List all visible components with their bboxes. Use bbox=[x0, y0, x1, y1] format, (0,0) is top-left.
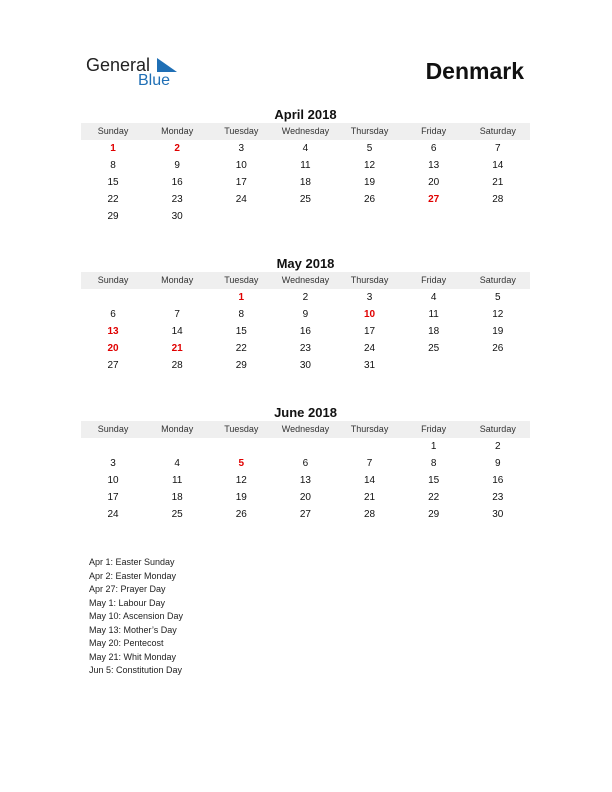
day-cell: 31 bbox=[364, 360, 376, 371]
day-cell: 9 bbox=[302, 309, 309, 320]
weekday-label: Sunday bbox=[97, 424, 129, 434]
day-cell bbox=[273, 438, 337, 455]
week-row bbox=[81, 174, 530, 191]
day-cell: 2 bbox=[495, 441, 501, 452]
day-cell: 8 bbox=[110, 160, 116, 171]
logo-blue-text: Blue bbox=[138, 72, 171, 89]
weekday-label: Tuesday bbox=[224, 424, 259, 434]
day-cell: 4 bbox=[430, 292, 437, 303]
day-cell: 24 bbox=[364, 343, 376, 354]
day-cell: 7 bbox=[366, 458, 373, 469]
day-cell: 26 bbox=[364, 194, 376, 205]
weekday-label: Tuesday bbox=[224, 275, 259, 285]
day-cell: 17 bbox=[364, 326, 376, 337]
day-cell: 8 bbox=[430, 458, 437, 469]
day-cell: 27 bbox=[299, 509, 311, 520]
week-row bbox=[81, 289, 530, 306]
day-cell bbox=[209, 438, 273, 455]
day-cell: 19 bbox=[235, 492, 247, 503]
weekday-header-row bbox=[81, 421, 530, 438]
week-row bbox=[81, 140, 530, 157]
month-april bbox=[81, 106, 530, 225]
weekday-label: Friday bbox=[421, 126, 447, 136]
day-cell: 9 bbox=[495, 458, 501, 469]
week-row bbox=[81, 306, 530, 323]
day-cell bbox=[81, 438, 145, 455]
day-cell: 12 bbox=[364, 160, 376, 171]
holiday-note: Apr 27: Prayer Day bbox=[89, 584, 166, 594]
day-cell: 17 bbox=[235, 177, 247, 188]
holiday-note: May 20: Pentecost bbox=[89, 638, 164, 648]
week-row bbox=[81, 157, 530, 174]
country-title: Denmark bbox=[425, 58, 524, 84]
day-cell: 16 bbox=[299, 326, 311, 337]
month-title: April 2018 bbox=[274, 107, 337, 122]
day-cell bbox=[338, 208, 402, 225]
week-row bbox=[81, 357, 530, 374]
day-cell: 20 bbox=[299, 492, 311, 503]
day-cell: 21 bbox=[492, 177, 504, 188]
day-cell: 22 bbox=[428, 492, 440, 503]
day-cell: 7 bbox=[495, 143, 501, 154]
day-cell: 23 bbox=[171, 194, 183, 205]
day-cell: 10 bbox=[235, 160, 247, 171]
weekday-label: Tuesday bbox=[224, 126, 259, 136]
day-cell: 27 bbox=[107, 360, 119, 371]
weekday-label: Saturday bbox=[479, 126, 516, 136]
weekday-label: Saturday bbox=[479, 424, 516, 434]
day-cell: 16 bbox=[171, 177, 183, 188]
weekday-header-row bbox=[81, 272, 530, 289]
weekday-label: Monday bbox=[161, 126, 194, 136]
day-cell: 11 bbox=[171, 475, 183, 486]
day-cell: 6 bbox=[430, 143, 437, 154]
day-cell: 15 bbox=[428, 475, 440, 486]
day-cell: 22 bbox=[107, 194, 119, 205]
day-cell: 3 bbox=[366, 292, 373, 303]
day-cell: 29 bbox=[428, 509, 440, 520]
day-cell: 20 bbox=[428, 177, 440, 188]
logo-triangle-icon bbox=[157, 58, 177, 72]
weekday-header-row bbox=[81, 123, 530, 140]
day-cell: 29 bbox=[107, 211, 119, 222]
day-cell: 13 bbox=[107, 326, 119, 337]
weekday-label: Friday bbox=[421, 424, 447, 434]
weekday-label: Saturday bbox=[479, 275, 516, 285]
day-cell: 30 bbox=[299, 360, 311, 371]
day-cell: 4 bbox=[174, 458, 180, 469]
month-may bbox=[81, 255, 530, 374]
holiday-notes bbox=[89, 556, 183, 678]
day-cell: 9 bbox=[174, 160, 180, 171]
day-cell bbox=[273, 208, 337, 225]
week-row bbox=[81, 506, 530, 523]
week-row bbox=[81, 323, 530, 340]
day-cell: 21 bbox=[171, 343, 183, 354]
day-cell: 30 bbox=[171, 211, 183, 222]
day-cell: 16 bbox=[492, 475, 504, 486]
weekday-label: Wednesday bbox=[281, 275, 330, 285]
day-cell: 6 bbox=[110, 309, 116, 320]
day-cell bbox=[145, 438, 209, 455]
day-cell: 26 bbox=[235, 509, 247, 520]
day-cell: 10 bbox=[364, 309, 376, 320]
day-cell: 19 bbox=[492, 326, 504, 337]
day-cell bbox=[466, 208, 530, 225]
day-cell: 10 bbox=[107, 475, 119, 486]
day-cell: 6 bbox=[302, 458, 309, 469]
day-cell: 2 bbox=[302, 292, 309, 303]
day-cell: 1 bbox=[110, 143, 116, 154]
week-row bbox=[81, 208, 530, 225]
day-cell: 11 bbox=[300, 160, 311, 171]
week-row bbox=[81, 489, 530, 506]
day-cell bbox=[338, 438, 402, 455]
day-cell bbox=[145, 289, 209, 306]
month-title: May 2018 bbox=[276, 256, 335, 271]
weekday-label: Monday bbox=[161, 424, 194, 434]
day-cell bbox=[209, 208, 273, 225]
weekday-label: Thursday bbox=[350, 275, 389, 285]
week-row bbox=[81, 455, 530, 472]
day-cell: 14 bbox=[492, 160, 504, 171]
day-cell: 13 bbox=[299, 475, 311, 486]
day-cell: 3 bbox=[110, 458, 116, 469]
day-cell: 21 bbox=[364, 492, 376, 503]
day-cell: 13 bbox=[428, 160, 440, 171]
day-cell: 18 bbox=[171, 492, 183, 503]
day-cell: 26 bbox=[492, 343, 504, 354]
day-cell: 24 bbox=[235, 194, 247, 205]
day-cell: 12 bbox=[235, 475, 247, 486]
day-cell: 11 bbox=[428, 309, 439, 320]
day-cell: 18 bbox=[428, 326, 440, 337]
day-cell: 1 bbox=[430, 441, 437, 452]
holiday-note: Apr 2: Easter Monday bbox=[89, 570, 177, 581]
holiday-note: Jun 5: Constitution Day bbox=[89, 665, 183, 675]
day-cell bbox=[466, 357, 530, 374]
month-june bbox=[81, 404, 530, 523]
day-cell: 7 bbox=[174, 309, 180, 320]
month-title: June 2018 bbox=[274, 405, 337, 420]
day-cell: 15 bbox=[107, 177, 119, 188]
day-cell: 1 bbox=[238, 292, 245, 303]
day-cell: 3 bbox=[238, 143, 245, 154]
day-cell: 22 bbox=[235, 343, 247, 354]
day-cell: 23 bbox=[299, 343, 311, 354]
logo bbox=[86, 55, 186, 95]
day-cell: 29 bbox=[235, 360, 247, 371]
logo-general-text: General bbox=[86, 55, 151, 75]
day-cell: 25 bbox=[299, 194, 311, 205]
week-row bbox=[81, 472, 530, 489]
weekday-label: Wednesday bbox=[281, 126, 330, 136]
weekday-label: Sunday bbox=[97, 126, 129, 136]
day-cell: 14 bbox=[171, 326, 183, 337]
week-row bbox=[81, 340, 530, 357]
day-cell: 5 bbox=[495, 292, 501, 303]
day-cell: 28 bbox=[364, 509, 376, 520]
weekday-label: Monday bbox=[161, 275, 194, 285]
holiday-note: May 21: Whit Monday bbox=[89, 651, 177, 662]
day-cell: 30 bbox=[492, 509, 504, 520]
day-cell: 17 bbox=[107, 492, 119, 503]
holiday-note: May 1: Labour Day bbox=[89, 597, 166, 608]
day-cell: 5 bbox=[238, 458, 245, 469]
weekday-label: Sunday bbox=[97, 275, 129, 285]
day-cell bbox=[402, 208, 466, 225]
day-cell: 2 bbox=[174, 143, 180, 154]
weekday-label: Wednesday bbox=[281, 424, 330, 434]
day-cell: 23 bbox=[492, 492, 504, 503]
holiday-note: May 13: Mother’s Day bbox=[89, 624, 177, 635]
week-row bbox=[81, 438, 530, 455]
day-cell: 27 bbox=[428, 194, 440, 205]
day-cell: 4 bbox=[302, 143, 309, 154]
day-cell: 28 bbox=[171, 360, 183, 371]
day-cell: 14 bbox=[364, 475, 376, 486]
weekday-label: Thursday bbox=[350, 424, 389, 434]
day-cell: 8 bbox=[238, 309, 245, 320]
weekday-label: Friday bbox=[421, 275, 447, 285]
day-cell: 25 bbox=[428, 343, 440, 354]
day-cell bbox=[402, 357, 466, 374]
day-cell: 15 bbox=[235, 326, 247, 337]
day-cell: 25 bbox=[171, 509, 183, 520]
day-cell: 5 bbox=[366, 143, 373, 154]
day-cell: 28 bbox=[492, 194, 504, 205]
holiday-note: May 10: Ascension Day bbox=[89, 611, 184, 621]
week-row bbox=[81, 191, 530, 208]
day-cell: 24 bbox=[107, 509, 119, 520]
day-cell: 12 bbox=[492, 309, 504, 320]
weekday-label: Thursday bbox=[350, 126, 389, 136]
day-cell: 18 bbox=[299, 177, 311, 188]
day-cell: 19 bbox=[364, 177, 376, 188]
holiday-note: Apr 1: Easter Sunday bbox=[89, 557, 175, 567]
day-cell bbox=[81, 289, 145, 306]
day-cell: 20 bbox=[107, 343, 119, 354]
